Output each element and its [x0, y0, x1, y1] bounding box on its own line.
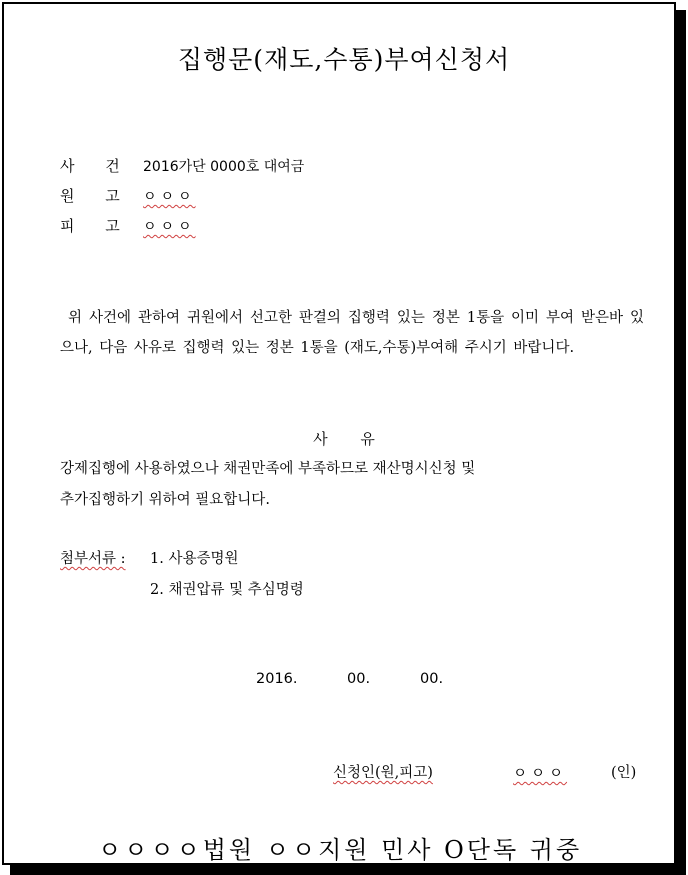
date-year: 2016. — [256, 671, 298, 687]
plaintiff-label-text: 원 고 — [60, 187, 120, 205]
body-text: 위 사건에 관하여 귀원에서 선고한 판결의 집행력 있는 정본 1통을 이미 부여 받은바 있으나, 다음 사유로 집행력 있는 정본 1통을 (재도,수통)부여해 주시기 바랍니다. — [60, 310, 644, 356]
reason-line-2: 추가집행하기 위하여 필요합니다. — [60, 492, 270, 508]
applicant-label: 신청인(원,피고) — [333, 765, 433, 781]
plaintiff-label — [60, 185, 120, 206]
reason-heading — [0, 428, 688, 449]
defendant-label — [60, 215, 120, 236]
applicant-name: ㅇㅇㅇ — [513, 766, 568, 782]
case-label-text: 사 건 — [60, 157, 120, 175]
case-value: 2016가단 0000호 대여금 — [143, 159, 305, 175]
reason-line-1: 강제집행에 사용하였으나 채권만족에 부족하므로 재산명시신청 및 — [60, 461, 476, 477]
applicant-seal: (인) — [611, 765, 637, 781]
defendant-label-text: 피 고 — [60, 217, 120, 235]
attachment-item-2: 2. 채권압류 및 추심명령 — [150, 582, 304, 598]
body-paragraph — [60, 303, 644, 363]
date-month: 00. — [347, 671, 371, 687]
reason-heading-text: 사 유 — [313, 430, 375, 448]
frame-shadow-bottom — [10, 865, 686, 875]
defendant-value: ㅇㅇㅇ — [143, 219, 196, 235]
case-label — [60, 155, 120, 176]
plaintiff-value: ㅇㅇㅇ — [143, 189, 196, 205]
attachment-item-1: 1. 사용증명원 — [150, 551, 239, 567]
court-addressee: ㅇㅇㅇㅇ법원 ㅇㅇ지원 민사 O단독 귀중 — [98, 836, 583, 864]
attachments-label: 첨부서류 : — [60, 551, 126, 567]
date-day: 00. — [420, 671, 444, 687]
document-title: 집행문(재도,수통)부여신청서 — [177, 45, 511, 74]
